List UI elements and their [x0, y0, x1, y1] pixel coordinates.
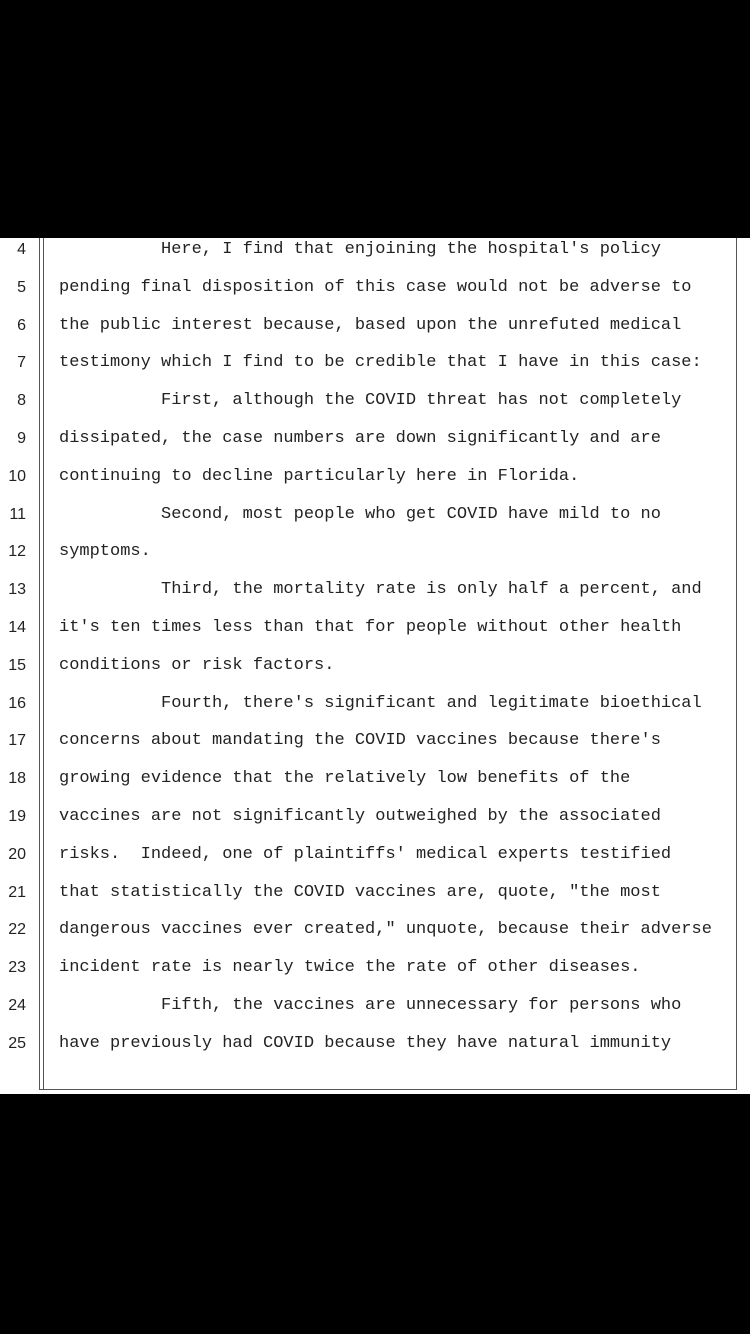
transcript-line — [0, 994, 750, 1024]
transcript-line — [0, 276, 750, 306]
line-text: Fifth, the vaccines are unnecessary for persons who — [59, 996, 682, 1015]
transcript-line — [0, 540, 750, 570]
transcript-line — [0, 427, 750, 457]
line-text: testimony which I find to be credible that I have in this case: — [59, 353, 702, 373]
transcript-line — [0, 465, 750, 495]
line-text: continuing to decline particularly here in Florida. — [59, 466, 580, 486]
transcript-page — [0, 238, 750, 1094]
transcript-line — [0, 956, 750, 986]
line-number: 16 — [8, 694, 26, 712]
line-text: that statistically the COVID vaccines are, quote, "the most — [59, 882, 661, 902]
transcript-line — [0, 767, 750, 797]
line-text: have previously had COVID because they have natural immunity — [59, 1033, 672, 1053]
transcript-line — [0, 314, 750, 344]
line-number: 9 — [17, 430, 26, 447]
line-number: 15 — [8, 656, 26, 674]
line-text: concerns about mandating the COVID vaccines because there's — [59, 731, 661, 751]
line-text: Third, the mortality rate is only half a percent, and — [59, 580, 702, 600]
transcript-line — [0, 918, 750, 948]
line-number: 7 — [17, 354, 26, 372]
transcript-line — [0, 616, 750, 646]
line-number: 13 — [8, 581, 26, 599]
transcript-line — [0, 692, 750, 722]
line-number: 5 — [17, 278, 26, 296]
line-number: 19 — [8, 808, 26, 825]
line-number: 10 — [8, 467, 26, 485]
transcript-line — [0, 843, 750, 873]
margin-rule-bottom — [39, 1089, 737, 1090]
line-text: it's ten times less than that for people without other health — [59, 618, 682, 637]
line-text: dangerous vaccines ever created," unquote, because their adverse — [59, 920, 712, 940]
transcript-line — [0, 389, 750, 419]
transcript-line — [0, 729, 750, 759]
line-number: 25 — [8, 1034, 26, 1052]
line-text: First, although the COVID threat has not completely — [59, 391, 682, 411]
transcript-line — [0, 654, 750, 684]
line-number: 14 — [8, 619, 26, 636]
line-text: growing evidence that the relatively low benefits of the — [59, 769, 631, 789]
transcript-line — [0, 503, 750, 533]
line-number: 18 — [8, 770, 26, 788]
line-number: 21 — [8, 883, 26, 901]
line-number: 6 — [17, 316, 26, 334]
transcript-line — [0, 881, 750, 911]
line-text: conditions or risk factors. — [59, 655, 335, 675]
line-number: 12 — [8, 543, 26, 561]
line-number: 17 — [8, 732, 26, 750]
line-text: pending final disposition of this case would not be adverse to — [59, 277, 692, 297]
line-text: Here, I find that enjoining the hospital's policy — [59, 240, 661, 259]
line-number: 11 — [9, 505, 26, 523]
transcript-line — [0, 578, 750, 608]
line-text: Fourth, there's significant and legitimate bioethical — [59, 693, 702, 713]
line-text: incident rate is nearly twice the rate of other diseases. — [59, 958, 641, 978]
line-number: 4 — [17, 241, 26, 258]
line-number: 24 — [8, 997, 26, 1014]
line-number: 22 — [8, 921, 26, 939]
transcript-line — [0, 351, 750, 381]
line-text: symptoms. — [59, 542, 151, 562]
line-number: 23 — [8, 959, 26, 977]
line-text: vaccines are not significantly outweighed by the associated — [59, 807, 661, 826]
transcript-line — [0, 1032, 750, 1062]
line-text: dissipated, the case numbers are down significantly and are — [59, 429, 661, 448]
transcript-line — [0, 805, 750, 835]
line-number: 8 — [17, 392, 26, 410]
line-text: risks. Indeed, one of plaintiffs' medical experts testified — [59, 844, 672, 864]
line-text: Second, most people who get COVID have mild to no — [59, 504, 661, 524]
line-number: 20 — [8, 845, 26, 863]
transcript-line — [0, 238, 750, 268]
line-text: the public interest because, based upon the unrefuted medical — [59, 315, 682, 335]
